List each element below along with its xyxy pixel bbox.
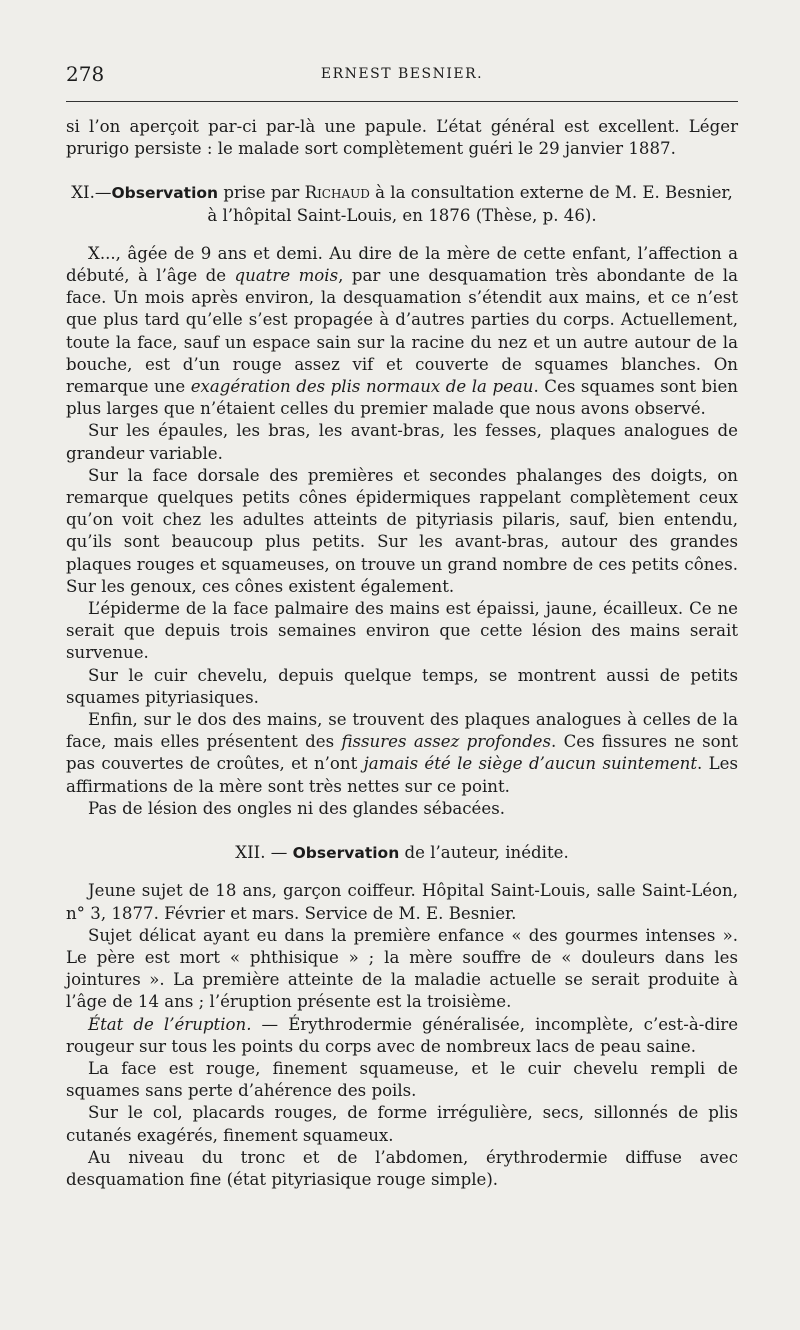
page-number: 278 (66, 62, 105, 86)
observation-12-paragraph-5: Sur le col, placards rouges, de forme irrégulière, secs, sillonnés de plis cutanés exagérés, finement squameux. (66, 1103, 738, 1145)
emphasis: exagération des plis normaux de la peau (190, 377, 534, 397)
observation-12-paragraph-2: Sujet délicat ayant eu dans la première enfance « des gourmes intenses ». Le père est mort « phthisique » ; la mère souffre de « douleurs dans les jointures ». La première atteinte de la maladie actuelle se serait produite à l’âge de 14 ans ; l’éruption présente est la troisième. (66, 925, 738, 1012)
observation-11-number: XI.— (71, 183, 112, 203)
observation-11-paragraph-3: Sur la face dorsale des premières et secondes phalanges des doigts, on remarque quelques petits cônes épidermiques rappelant complètement ceux qu’on voit chez les adultes atteints de pityriasis pilaris, sauf, bien entendu, qu’ils sont beaucoup plus petits. Sur les avant-bras, autour des grandes plaques rouges et squameuses, on trouve un grand nombre de ces petits cônes. Sur les genoux, ces cônes existent également. (66, 465, 738, 596)
spacer (66, 864, 738, 880)
running-head: ERNEST BESNIER. (320, 66, 484, 82)
spacer (66, 227, 738, 243)
text-run: . Ces squames sont bien plus larges que n’étaient celles du premier malade que nous avons observé. (66, 377, 738, 419)
observation-11-paragraph-6 (66, 709, 738, 798)
observation-11-paragraph-4: L’épiderme de la face palmaire des mains est épaissi, jaune, écailleux. Ce ne serait que depuis trois semaines environ que cette lésion des mains serait survenue. (66, 599, 738, 663)
observation-11-heading (66, 182, 738, 226)
observation-12-paragraph-3 (66, 1014, 738, 1058)
observation-12-number: XII. — (235, 843, 293, 863)
emphasis: quatre mois (234, 266, 339, 286)
observation-11-author: Richaud (304, 183, 370, 203)
text-run: Enfin, sur le dos des mains, se trouvent des plaques analogues à celles de la face, mais elles présentent des (66, 710, 738, 752)
observation-11-paragraph-5: Sur le cuir chevelu, depuis quelque temps, se montrent aussi de petits squames pityriasiques. (66, 665, 738, 707)
observation-11-title-a: prise par (218, 183, 305, 203)
text-run: . Les affirmations de la mère sont très nettes sur ce point. (66, 754, 739, 796)
text-run: X..., âgée de 9 ans et demi. Au dire de la mère de cette enfant, l’affection a débuté, à l’âge de (66, 243, 738, 286)
observation-12-label: Observation (292, 844, 400, 863)
text-run: , par une desquamation très abondante de la face. Un mois après environ, la desquamation s’étendit aux mains, et ce n’est que plus tard qu’elle s’est propagée à d’autres parties du corps. Actuellement, toute la face, sauf un espace sain sur la racine du nez et un autre autour de la bouche, est d’un rouge assez vif et couverte de squames blanches. On remarque une (66, 266, 738, 397)
observation-12-title-rest: de l’auteur, inédite. (399, 843, 569, 863)
observation-12-heading (66, 842, 738, 864)
observation-11-paragraph-1 (66, 243, 738, 421)
observation-12-paragraph-1: Jeune sujet de 18 ans, garçon coiffeur. Hôpital Saint-Louis, salle Saint-Léon, n° 3, 1877. Février et mars. Service de M. E. Besnier. (66, 881, 738, 923)
text-run: . Ces fissures ne sont pas couvertes de croûtes, et n’ont (66, 732, 738, 774)
emphasis: fissures assez profondes (341, 732, 551, 752)
observation-11-title-b: à la consultation externe de M. E. Besnier, (369, 183, 733, 203)
observation-11-title-line2: à l’hôpital Saint-Louis, en 1876 (Thèse, p. 46). (207, 205, 597, 225)
observation-11-paragraph-7: Pas de lésion des ongles ni des glandes sébacées. (88, 798, 505, 818)
text-run: — Érythrodermie généralisée, incomplète, c’est-à-dire rougeur sur tous les points du corps avec de nombreux lacs de peau saine. (66, 1014, 739, 1056)
body-text (66, 116, 738, 1191)
observation-11-paragraph-2: Sur les épaules, les bras, les avant-bras, les fesses, plaques analogues de grandeur variable. (66, 421, 738, 463)
header-rule (66, 101, 738, 102)
spacer (66, 820, 738, 842)
page-header (66, 62, 738, 88)
observation-11-label: Observation (111, 184, 219, 203)
emphasis: État de l’éruption. (88, 1014, 252, 1034)
observation-12-paragraph-6: Au niveau du tronc et de l’abdomen, érythrodermie diffuse avec desquamation fine (état pityriasique rouge simple). (66, 1147, 738, 1189)
intro-paragraph: si l’on aperçoit par-ci par-là une papule. L’état général est excellent. Léger prurigo persiste : le malade sort complètement guéri le 29 janvier 1887. (66, 117, 738, 159)
emphasis: jamais été le siège d’aucun suintement (363, 754, 698, 774)
observation-12-paragraph-4: La face est rouge, finement squameuse, et le cuir chevelu rempli de squames sans perte d’ahérence des poils. (66, 1058, 738, 1101)
spacer (66, 160, 738, 182)
